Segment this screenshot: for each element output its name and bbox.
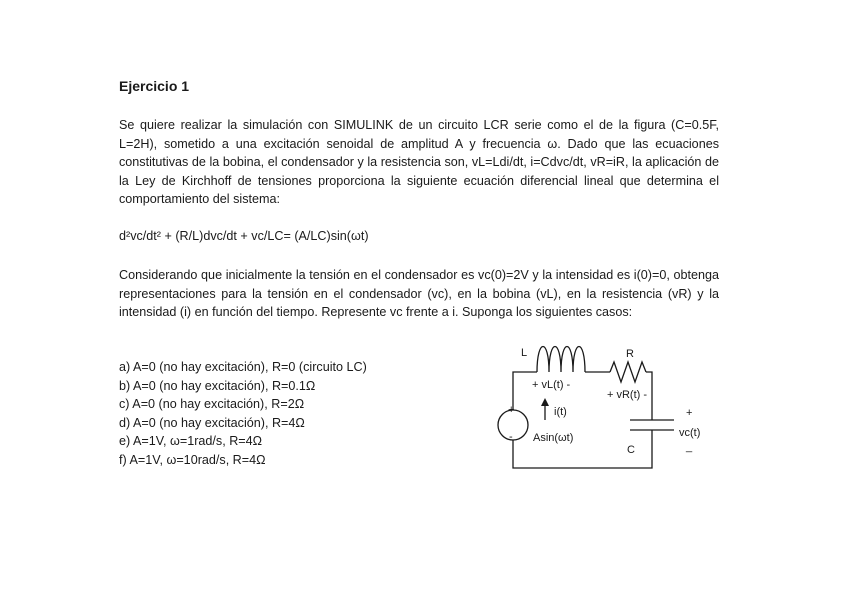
source-label: Asin(ωt): [533, 432, 574, 444]
differential-equation: d²vc/dt² + (R/L)dvc/dt + vc/LC= (A/LC)sin(ωt): [119, 229, 369, 243]
capacitor-plus-sign: +: [686, 407, 693, 419]
source-minus-sign: -: [509, 431, 513, 443]
conditions-paragraph: Considerando que inicialmente la tensión en el condensador es vc(0)=2V y la intensidad es i(0)=0, obtenga representaciones para la tensión en el condensador (vc), en la bobina (vL), en la resistencia (vR) y la intensidad (i) en función del tiempo. Represente vc frente a i. Suponga los siguientes casos:: [119, 268, 719, 320]
case-item: f) A=1V, ω=10rad/s, R=4Ω: [119, 452, 266, 467]
cases-list: [119, 358, 367, 470]
case-item: c) A=0 (no hay excitación), R=2Ω: [119, 397, 305, 412]
case-item: d) A=0 (no hay excitación), R=4Ω: [119, 415, 305, 430]
case-item: b) A=0 (no hay excitación), R=0.1Ω: [119, 378, 316, 393]
capacitor-voltage-label: vc(t): [679, 427, 701, 439]
intro-paragraph: Se quiere realizar la simulación con SIMULINK de un circuito LCR serie como el de la figura (C=0.5F, L=2H), sometido a una excitación senoidal de amplitud A y frecuencia ω. Dado que las ecuaciones constitutivas de la bobina, el condensador y la resistencia son, vL=Ldi/dt, i=Cdvc/dt, vR=iR, la aplicación de la Ley de Kirchhoff de tensiones proporciona la siguiente ecuación diferencial lineal que determina el comportamiento del sistema:: [119, 118, 719, 207]
case-item: a) A=0 (no hay excitación), R=0 (circuito LC): [119, 360, 367, 374]
exercise-title: Ejercicio 1: [119, 78, 190, 94]
source-plus-sign: +: [508, 404, 515, 416]
resistor-zigzag: [610, 362, 646, 382]
inductor-coil: [537, 347, 585, 373]
resistor-voltage-label: + vR(t) -: [607, 389, 648, 401]
inductor-voltage-label: + vL(t) -: [532, 379, 571, 391]
resistor-label: R: [626, 348, 634, 360]
current-arrow-head: [541, 398, 549, 406]
case-item: e) A=1V, ω=1rad/s, R=4Ω: [119, 434, 263, 449]
current-label: i(t): [554, 406, 567, 418]
wire-left-top: [513, 372, 537, 410]
capacitor-minus-sign: _: [686, 441, 693, 453]
capacitor-label: C: [627, 444, 635, 456]
lcr-circuit-diagram: [480, 340, 740, 480]
inductor-label: L: [521, 347, 528, 359]
